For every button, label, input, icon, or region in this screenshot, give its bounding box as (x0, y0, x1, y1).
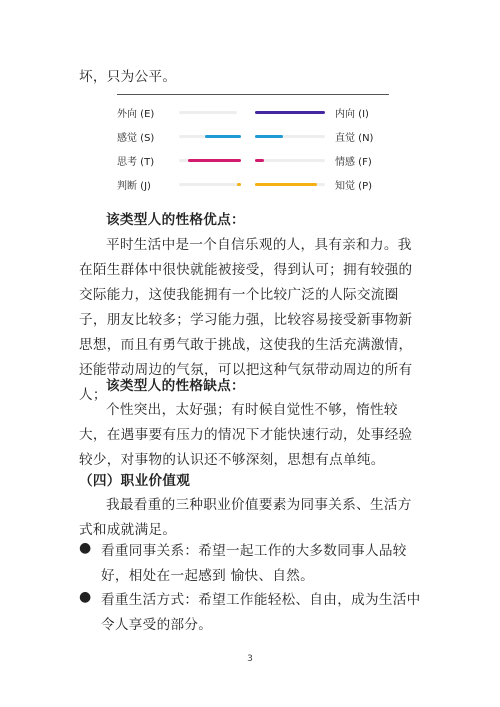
trait-left-label: 感觉 (S) (117, 133, 155, 144)
weaknesses-body: 个性突出，太好强；有时候自觉性不够，惰性较大，在遇事要有压力的情况下才能快速行动，处事经验较少，对事物的认识还不够深刻，思想有点单纯。 (79, 402, 413, 468)
trait-right-fill (255, 183, 317, 186)
trait-left-track (179, 183, 241, 186)
values-bullet-item: 看重同事关系：希望一起工作的大多数同事人品较好，相处在一起感到 愉快、自然。 (101, 543, 407, 584)
trait-right-label: 直觉 (N) (335, 133, 374, 144)
trait-row-tf (117, 150, 389, 170)
page-number: 3 (247, 654, 253, 664)
trait-right-track (255, 183, 325, 186)
trait-right-track (255, 135, 325, 138)
chart-divider (117, 94, 389, 95)
trait-left-label: 思考 (T) (117, 157, 155, 168)
trait-left-fill (237, 183, 241, 186)
values-bullet-item: 看重生活方式：希望工作能轻松、自由，成为生活中令人享受的部分。 (101, 592, 421, 633)
trait-left-label: 判断 (J) (117, 181, 151, 192)
trait-row-jp (117, 174, 389, 194)
trait-right-fill (255, 135, 283, 138)
trait-left-fill (205, 135, 241, 138)
bullet-icon: ● (79, 540, 92, 556)
values-section-heading: （四）职业价值观 (79, 473, 191, 489)
trait-right-label: 情感 (F) (335, 157, 372, 168)
trait-right-label: 内向 (I) (335, 109, 369, 120)
bullet-icon: ● (79, 589, 92, 605)
strengths-body: 平时生活中是一个自信乐观的人，具有亲和力。我在陌生群体中很快就能被接受，得到认可；拥有较强的交际能力，这使我能拥有一个比较广泛的人际交流圈子，朋友比较多；学习能力强，比较容易接受新事物新思想，而且有勇气敢于挑战，这使我的生活充满激情，还能带动周边的气氛，可以把这种气氛带动周边的所有人； (79, 237, 413, 403)
trait-left-label: 外向 (E) (117, 109, 155, 120)
trait-left-track (179, 135, 241, 138)
trait-right-track (255, 159, 325, 162)
trait-right-track (255, 111, 325, 114)
trait-row-sn (117, 126, 389, 146)
trait-right-fill (255, 111, 325, 114)
trait-left-track (179, 159, 241, 162)
trait-left-track (179, 111, 237, 114)
personality-trait-chart (117, 94, 389, 200)
weaknesses-heading: 该类型人的性格缺点： (106, 378, 245, 394)
values-intro: 我最看重的三种职业价值要素为同事关系、生活方式和成就满足。 (79, 497, 412, 538)
trait-right-label: 知觉 (P) (335, 181, 373, 192)
intro-line: 坏，只为公平。 (79, 69, 177, 85)
trait-right-fill (255, 159, 264, 162)
strengths-heading: 该类型人的性格优点： (106, 212, 245, 228)
trait-row-ei (117, 102, 389, 122)
trait-left-fill (188, 159, 241, 162)
